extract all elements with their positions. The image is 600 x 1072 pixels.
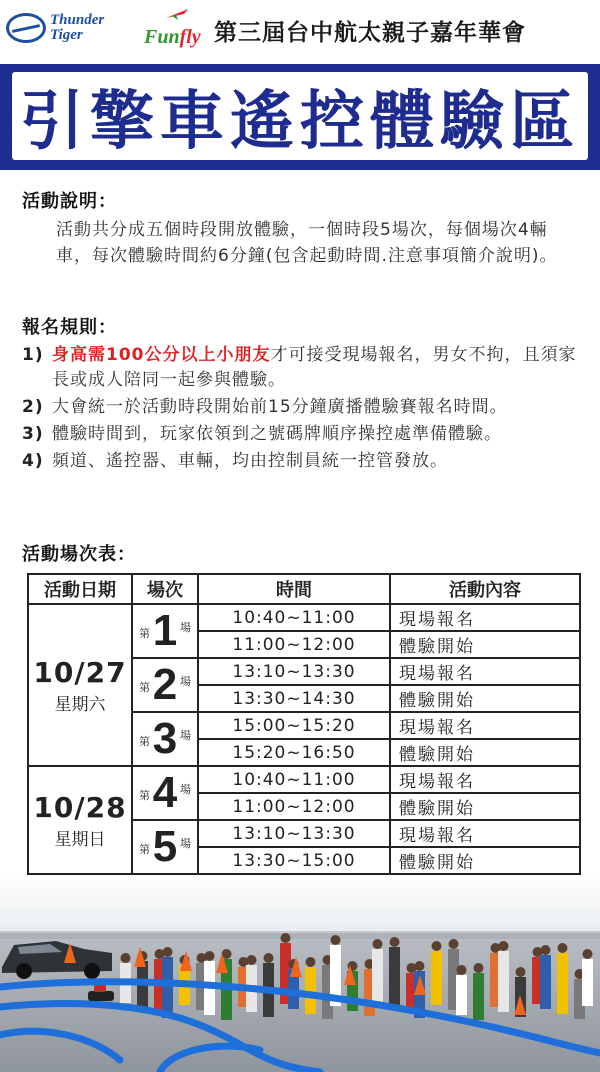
rules-heading: 報名規則： bbox=[22, 317, 117, 338]
rule-item bbox=[22, 422, 582, 447]
person-head bbox=[121, 953, 131, 963]
person-head bbox=[390, 937, 400, 947]
session-number: 5 bbox=[152, 822, 178, 871]
content-cell: 現場報名 bbox=[390, 820, 580, 847]
person-figure bbox=[372, 949, 383, 1003]
person-head bbox=[516, 967, 526, 977]
session-cell bbox=[132, 766, 198, 820]
person-head bbox=[264, 953, 274, 963]
schedule-body bbox=[28, 604, 580, 874]
funfly-text-b: fly bbox=[179, 26, 201, 48]
person-head bbox=[583, 949, 593, 959]
person-figure bbox=[456, 975, 467, 1015]
rule-highlight: 身高需100公分以上小朋友 bbox=[52, 345, 271, 365]
content-cell: 現場報名 bbox=[390, 658, 580, 685]
session-prefix: 第 bbox=[139, 681, 150, 694]
col-header-time: 時間 bbox=[198, 574, 390, 604]
content-cell: 現場報名 bbox=[390, 766, 580, 793]
session-number: 2 bbox=[152, 660, 178, 709]
person-figure bbox=[305, 967, 316, 1014]
session-cell bbox=[132, 604, 198, 658]
person-head bbox=[474, 963, 484, 973]
session-prefix: 第 bbox=[139, 627, 150, 640]
col-header-content: 活動內容 bbox=[390, 574, 580, 604]
person-figure bbox=[540, 955, 551, 1009]
session-prefix: 第 bbox=[139, 789, 150, 802]
table-row bbox=[28, 604, 580, 631]
session-suffix: 場 bbox=[180, 837, 191, 850]
description-heading: 活動說明： bbox=[22, 191, 117, 212]
session-suffix: 場 bbox=[180, 675, 191, 688]
person-head bbox=[449, 939, 459, 949]
schedule-section bbox=[22, 540, 582, 566]
col-header-session: 場次 bbox=[132, 574, 198, 604]
time-cell: 13:30~14:30 bbox=[198, 685, 390, 712]
event-name: 第三屆台中航太親子嘉年華會 bbox=[214, 20, 526, 46]
rule-item bbox=[22, 343, 582, 393]
time-cell: 11:00~12:00 bbox=[198, 631, 390, 658]
person-figure bbox=[498, 951, 509, 1012]
time-cell: 10:40~11:00 bbox=[198, 766, 390, 793]
page-title: 引擎車遙控體驗區 bbox=[20, 85, 580, 159]
weekday-label: 星期六 bbox=[54, 694, 106, 715]
person-head bbox=[247, 955, 257, 965]
col-header-date: 活動日期 bbox=[28, 574, 132, 604]
rule-text bbox=[52, 449, 582, 474]
session-number: 1 bbox=[152, 606, 178, 655]
person-head bbox=[558, 943, 568, 953]
content-cell: 現場報名 bbox=[390, 712, 580, 739]
time-cell: 15:20~16:50 bbox=[198, 739, 390, 766]
schedule-table bbox=[27, 573, 581, 875]
rules-section bbox=[22, 313, 582, 476]
description-text: 活動共分成五個時段開放體驗，一個時段5場次，每個場次4輛車，每次體驗時間約6分鐘(包含起動時間.注意事項簡介說明)。 bbox=[56, 220, 558, 266]
person-head bbox=[163, 947, 173, 957]
airplane-icon bbox=[6, 13, 46, 43]
person-head bbox=[457, 965, 467, 975]
person-figure bbox=[162, 957, 173, 1018]
person-head bbox=[432, 941, 442, 951]
time-cell: 13:10~13:30 bbox=[198, 658, 390, 685]
session-cell bbox=[132, 712, 198, 766]
session-prefix: 第 bbox=[139, 843, 150, 856]
content-cell: 體驗開始 bbox=[390, 793, 580, 820]
person-head bbox=[373, 939, 383, 949]
date-value: 10/28 bbox=[33, 790, 127, 824]
rule-number: 4) bbox=[22, 451, 44, 471]
title-box bbox=[12, 72, 588, 160]
session-prefix: 第 bbox=[139, 735, 150, 748]
date-cell bbox=[28, 604, 132, 766]
plane-mark-icon bbox=[164, 6, 190, 22]
top-header bbox=[0, 0, 600, 58]
time-cell: 11:00~12:00 bbox=[198, 793, 390, 820]
weekday-label: 星期日 bbox=[54, 829, 106, 850]
session-cell bbox=[132, 658, 198, 712]
rule-body: 才可接受現場報名，男女不拘，且須家長或成人陪同一起參與體驗。 bbox=[52, 345, 577, 390]
thunder-tiger-logo bbox=[6, 10, 134, 46]
rule-number: 3) bbox=[22, 424, 44, 444]
title-banner bbox=[0, 60, 600, 170]
time-cell: 15:00~15:20 bbox=[198, 712, 390, 739]
rules-list bbox=[22, 343, 582, 474]
person-figure bbox=[431, 951, 442, 1005]
content-cell: 體驗開始 bbox=[390, 739, 580, 766]
content-cell: 現場報名 bbox=[390, 604, 580, 631]
schedule-heading: 活動場次表： bbox=[22, 544, 136, 565]
person-head bbox=[415, 961, 425, 971]
rule-number: 2) bbox=[22, 397, 44, 417]
rule-body: 體驗時間到，玩家依領到之號碼牌順序操控處準備體驗。 bbox=[52, 424, 502, 444]
person-figure bbox=[582, 959, 593, 1006]
rule-number: 1) bbox=[22, 345, 44, 365]
session-suffix: 場 bbox=[180, 783, 191, 796]
date-value: 10/27 bbox=[33, 655, 127, 689]
rule-text bbox=[52, 422, 582, 447]
time-cell: 10:40~11:00 bbox=[198, 604, 390, 631]
session-number: 3 bbox=[152, 714, 178, 763]
logo-text-line1: Thunder bbox=[50, 12, 105, 28]
person-head bbox=[499, 941, 509, 951]
content-cell: 體驗開始 bbox=[390, 685, 580, 712]
date-cell bbox=[28, 766, 132, 874]
content-cell: 體驗開始 bbox=[390, 631, 580, 658]
person-figure bbox=[389, 947, 400, 1008]
person-head bbox=[306, 957, 316, 967]
table-header-row bbox=[28, 574, 580, 604]
funfly-text-a: Fun bbox=[144, 26, 180, 48]
session-number: 4 bbox=[152, 768, 178, 817]
session-cell bbox=[132, 820, 198, 874]
session-suffix: 場 bbox=[180, 621, 191, 634]
event-photo bbox=[0, 875, 600, 1072]
description-section bbox=[22, 187, 582, 269]
time-cell: 13:10~13:30 bbox=[198, 820, 390, 847]
person-head bbox=[331, 935, 341, 945]
funfly-logo bbox=[144, 6, 208, 50]
person-figure bbox=[473, 973, 484, 1020]
rule-item bbox=[22, 449, 582, 474]
person-head bbox=[541, 945, 551, 955]
table-row bbox=[28, 766, 580, 793]
person-head bbox=[281, 933, 291, 943]
rule-item bbox=[22, 395, 582, 420]
rule-body: 頻道、遙控器、車輛，均由控制員統一控管發放。 bbox=[52, 451, 448, 471]
time-cell: 13:30~15:00 bbox=[198, 847, 390, 874]
logo-text-line2: Tiger bbox=[50, 27, 83, 43]
rule-text bbox=[52, 343, 582, 393]
person-figure bbox=[557, 953, 568, 1014]
session-suffix: 場 bbox=[180, 729, 191, 742]
rule-text bbox=[52, 395, 582, 420]
person-head bbox=[205, 951, 215, 961]
content-cell: 體驗開始 bbox=[390, 847, 580, 874]
rule-body: 大會統一於活動時段開始前15分鐘廣播體驗賽報名時間。 bbox=[52, 397, 508, 417]
